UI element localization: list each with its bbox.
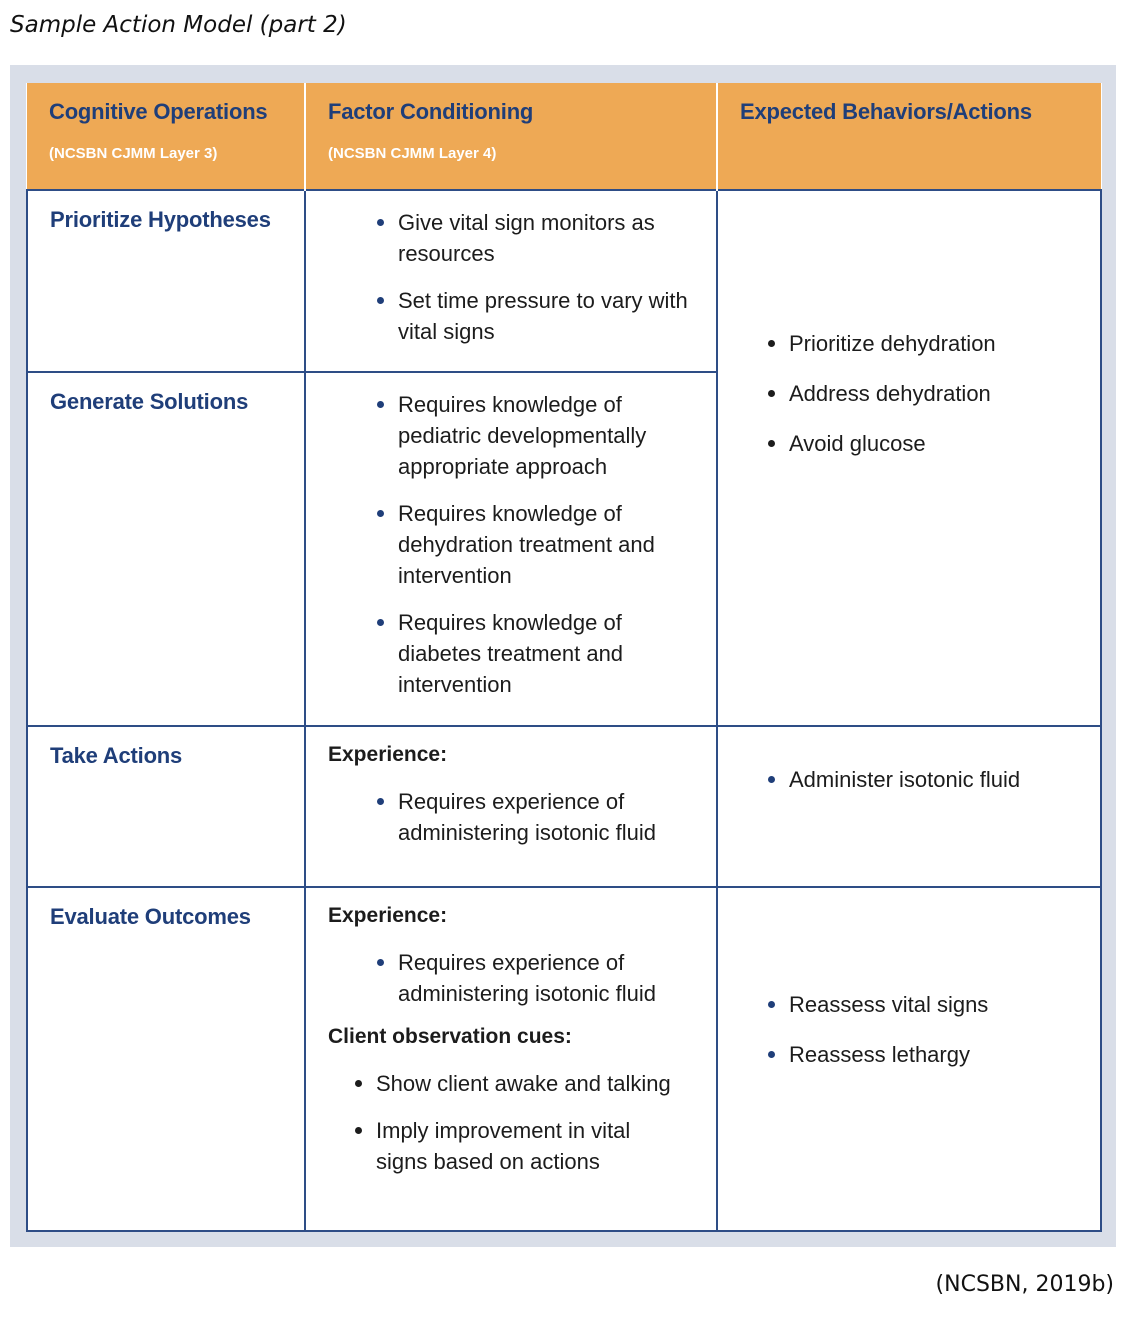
factor-list (328, 389, 698, 700)
factor-list (328, 786, 698, 848)
header-factor-conditioning (305, 83, 717, 190)
citation: (NCSBN, 2019b) (935, 1272, 1114, 1297)
action-model-table (26, 83, 1102, 1232)
header-subtitle: (NCSBN CJMM Layer 4) (328, 145, 497, 162)
expected-list (740, 989, 1082, 1070)
list-item: Requires knowledge of diabetes treatment and intervention (376, 607, 698, 700)
factors-cell (305, 726, 717, 887)
table-row-evaluate-outcomes (27, 887, 1101, 1231)
list-item: Address dehydration (767, 378, 1082, 409)
header-cognitive-operations (27, 83, 305, 190)
list-item: Show client awake and talking (354, 1068, 698, 1099)
figure-caption: Sample Action Model (part 2) (10, 12, 347, 38)
list-item: Reassess vital signs (767, 989, 1082, 1020)
operation-cell: Prioritize Hypotheses (27, 190, 305, 372)
header-title: Expected Behaviors/Actions (740, 99, 1032, 124)
operation-cell: Evaluate Outcomes (27, 887, 305, 1231)
table-row-take-actions (27, 726, 1101, 887)
factor-list (328, 207, 698, 347)
expected-cell (717, 726, 1101, 887)
list-item: Prioritize dehydration (767, 328, 1082, 359)
table-frame (10, 65, 1116, 1247)
header-title: Factor Conditioning (328, 99, 534, 124)
expected-cell (717, 887, 1101, 1231)
operation-cell: Generate Solutions (27, 372, 305, 726)
factors-cell (305, 190, 717, 372)
list-item: Imply improvement in vital signs based on actions (354, 1115, 698, 1177)
cues-list (328, 1068, 698, 1177)
experience-label: Experience: (328, 743, 448, 766)
list-item: Set time pressure to vary with vital signs (376, 285, 698, 347)
expected-list (740, 764, 1082, 795)
list-item: Avoid glucose (767, 428, 1082, 459)
list-item: Reassess lethargy (767, 1039, 1082, 1070)
experience-label: Experience: (328, 904, 448, 927)
cues-label: Client observation cues: (328, 1025, 572, 1048)
factor-list (328, 947, 698, 1009)
list-item: Requires experience of administering isotonic fluid (376, 786, 698, 848)
list-item: Requires experience of administering isotonic fluid (376, 947, 698, 1009)
header-subtitle: (NCSBN CJMM Layer 3) (49, 145, 218, 162)
factors-cell (305, 372, 717, 726)
header-row (27, 83, 1101, 190)
operation-cell: Take Actions (27, 726, 305, 887)
table-row-prioritize-hypotheses (27, 190, 1101, 372)
list-item: Requires knowledge of dehydration treatment and intervention (376, 498, 698, 591)
factors-cell (305, 887, 717, 1231)
header-title: Cognitive Operations (49, 99, 268, 124)
list-item: Administer isotonic fluid (767, 764, 1082, 795)
list-item: Requires knowledge of pediatric developmentally appropriate approach (376, 389, 698, 482)
header-expected-behaviors (717, 83, 1101, 190)
list-item: Give vital sign monitors as resources (376, 207, 698, 269)
expected-list (740, 328, 1082, 459)
expected-cell-merged (717, 190, 1101, 726)
